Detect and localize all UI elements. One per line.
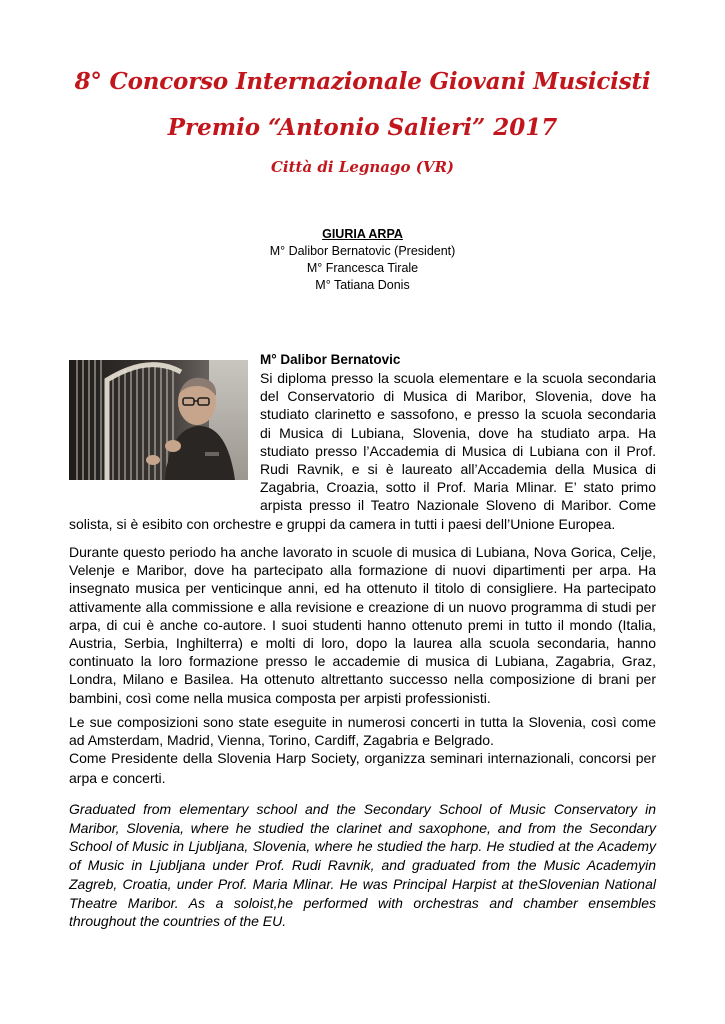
- biography-paragraph: [69, 369, 656, 533]
- prize-title: Premio “Antonio Salieri” 2017: [167, 114, 558, 141]
- jury-title: GIURIA ARPA: [322, 227, 403, 241]
- biography-english: Graduated from elementary school and the Secondary School of Music Conservatory in Maribor, Slovenia, where he studied the clarinet and saxophone, and from the Secondary School of Music in Ljubljana, Slovenia, where he studied the harp. He studied at the Academy of Music in Ljubljana under Prof. Rudi Ravnik, and graduated from the Music Academyin Zagreb, Croatia, under Prof. Maria Mlinar. He was Principal Harpist at theSlovenian National Theatre Maribor. As a soloist,he performed with orchestras and chamber ensembles throughout the countries of the EU.: [69, 801, 656, 930]
- competition-title: 8° Concorso Internazionale Giovani Musicisti: [74, 68, 651, 95]
- jury-member-president: M° Dalibor Bernatovic (President): [269, 244, 456, 258]
- biography-name: M° Dalibor Bernatovic: [260, 352, 401, 367]
- biography-paragraph: Come Presidente della Slovenia Harp Society, organizza seminari internazionali, concorsi per arpa e concerti.: [69, 750, 656, 786]
- biography-text: Si diploma presso la scuola elementare e la scuola secondaria del Conservatorio di Musica di Maribor, Slovenia, dove ha studiato clarinetto e sassofono, e presso la scuola secondaria di Musica di Lubiana, Slovenia, dove ha studiato arpa. Ha studiato presso l’Accademia di Musica di Lubiana con il Prof. Rudi Ravnik, e si è laureato all’Accademia della Musica di Zagabria, Croazia, sotto il Prof. Maria Mlinar. E’ stato primo arpista presso il Teatro Nazionale Sloveno di Maribor. Come solista, si è esibito con orchestre e gruppi da camera in tutti i paesi dell’Unione Europea.: [69, 370, 656, 532]
- biography-paragraph: Le sue composizioni sono state eseguite in numerosi concerti in tutta la Slovenia, così come ad Amsterdam, Madrid, Vienna, Torino, Cardiff, Zagabria e Belgrado.: [69, 714, 656, 749]
- city-subtitle: Città di Legnago (VR): [270, 158, 455, 176]
- jury-member: M° Tatiana Donis: [315, 278, 410, 292]
- biography-paragraph: Durante questo periodo ha anche lavorato in scuole di musica di Lubiana, Nova Gorica, Celje, Velenje e Maribor, dove ha partecipato alla formazione di nuovi dipartimenti per arpa. Ha insegnato musica per venticinque anni, ed ha ottenuto il titolo di consigliere. Ha partecipato attivamente alla commissione e alla revisione e creazione di un nuovo programma di studi per arpa, di cui è anche co-autore. I suoi studenti hanno ottenuto premi in tutto il mondo (Italia, Austria, Serbia, Inghilterra) e molti di loro, dopo la laurea alla scuola secondaria, hanno continuato la loro formazione presso le accademie di musica di Lubiana, Zagabria, Graz, Londra, Milano e Basilea. Ha ottenuto altrettanto successo nella composizione di brani per bambini, così come nella musica composta per arpisti professionisti.: [69, 544, 656, 706]
- jury-section: [0, 226, 725, 294]
- jury-member: M° Francesca Tirale: [306, 261, 419, 275]
